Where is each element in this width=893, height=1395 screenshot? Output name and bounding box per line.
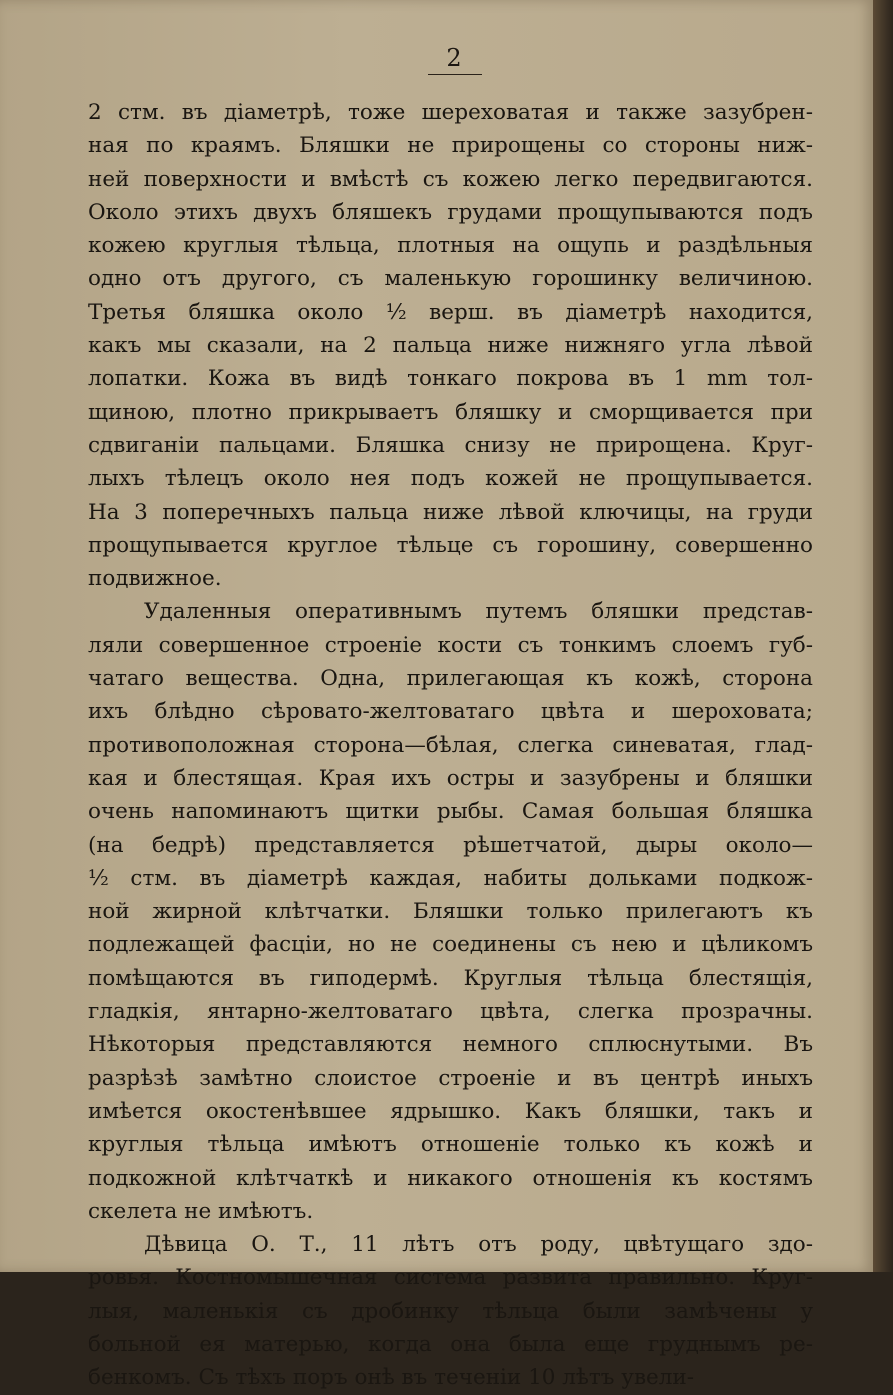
text-line: ная по краямъ. Бляшки не прирощены со стороны ниж- [88,133,813,159]
page-number-rule [428,74,482,75]
text-line: одно отъ другого, съ маленькую горошинку величиною. [88,266,813,292]
text-line: бенкомъ. Съ тѣхъ поръ онѣ въ теченіи 10 лѣтъ увели- [88,1365,695,1391]
text-line: очень напоминаютъ щитки рыбы. Самая большая бляшка [88,799,813,825]
text-line: лыя, маленькія съ дробинку тѣльца были замѣчены у [88,1298,813,1324]
text-line: ней поверхности и вмѣстѣ съ кожею легко передвигаются. [88,166,813,192]
text-line: какъ мы сказали, на 2 пальца ниже нижняго угла лѣвой [88,333,813,359]
text-line: ½ стм. въ діаметрѣ каждая, набиты дольками подкож- [88,865,813,891]
text-line: прощупывается круглое тѣльце съ горошину, совершенно [88,532,813,558]
text-line: лыхъ тѣлецъ около нея подъ кожей не прощупывается. [88,466,813,492]
paragraph [88,595,813,1228]
text-line: ляли совершенное строеніе кости съ тонкимъ слоемъ губ- [88,632,813,658]
text-line: (на бедрѣ) представляется рѣшетчатой, дыры около— [88,832,813,858]
text-line: противоположная сторона—бѣлая, слегка синеватая, глад- [88,732,813,758]
text-line: Около этихъ двухъ бляшекъ грудами прощупываются подъ [88,199,813,225]
text-line: сдвиганіи пальцами. Бляшка снизу не прирощена. Круг- [88,432,813,458]
body-text [88,96,813,1395]
text-line: подкожной клѣтчаткѣ и никакого отношенія къ костямъ [88,1165,813,1191]
paragraph [88,96,813,595]
text-line: щиною, плотно прикрываетъ бляшку и сморщивается при [88,399,813,425]
text-line: ихъ блѣдно сѣровато-желтоватаго цвѣта и шероховата; [88,699,813,725]
text-line: подвижное. [88,566,222,592]
page-number: 2 [446,44,462,72]
text-line: На 3 поперечныхъ пальца ниже лѣвой ключицы, на груди [88,499,813,525]
text-line: лопатки. Кожа въ видѣ тонкаго покрова въ 1 mm тол- [88,366,813,392]
text-line: кая и блестящая. Края ихъ остры и зазубрены и бляшки [88,765,813,791]
text-line: имѣется окостенѣвшее ядрышко. Какъ бляшки, такъ и [88,1098,813,1124]
text-line: 2 стм. въ діаметрѣ, тоже шереховатая и также зазубрен- [88,100,813,125]
text-line: помѣщаются въ гиподермѣ. Круглыя тѣльца блестящія, [88,965,813,991]
text-line: ровья. Костномышечная система развита правильно. Круг- [88,1265,813,1291]
text-line: Дѣвица О. Т., 11 лѣтъ отъ роду, цвѣтущаго здо- [144,1232,813,1258]
text-line: гладкія, янтарно-желтоватаго цвѣта, слегка прозрачны. [88,999,813,1025]
text-line: Нѣкоторыя представляются немного сплюснутыми. Въ [88,1032,813,1058]
book-spine-edge [873,0,893,1272]
text-line: чатаго вещества. Одна, прилегающая къ кожѣ, сторона [88,666,813,692]
text-line: круглыя тѣльца имѣютъ отношеніе только къ кожѣ и [88,1132,813,1158]
text-line: разрѣзѣ замѣтно слоистое строеніе и въ центрѣ иныхъ [88,1065,813,1091]
text-line: подлежащей фасціи, но не соединены съ нею и цѣликомъ [88,932,813,958]
text-line: скелета не имѣютъ. [88,1198,314,1224]
text-line: кожею круглыя тѣльца, плотныя на ощупь и раздѣльныя [88,233,813,259]
text-line: ной жирной клѣтчатки. Бляшки только прилегаютъ къ [88,899,813,925]
paragraph [88,1228,813,1394]
text-line: больной ея матерью, когда она была еще груднымъ ре- [88,1331,813,1357]
text-line: Удаленныя оперативнымъ путемъ бляшки представ- [144,599,813,625]
text-line: Третья бляшка около ½ верш. въ діаметрѣ находится, [88,299,813,325]
